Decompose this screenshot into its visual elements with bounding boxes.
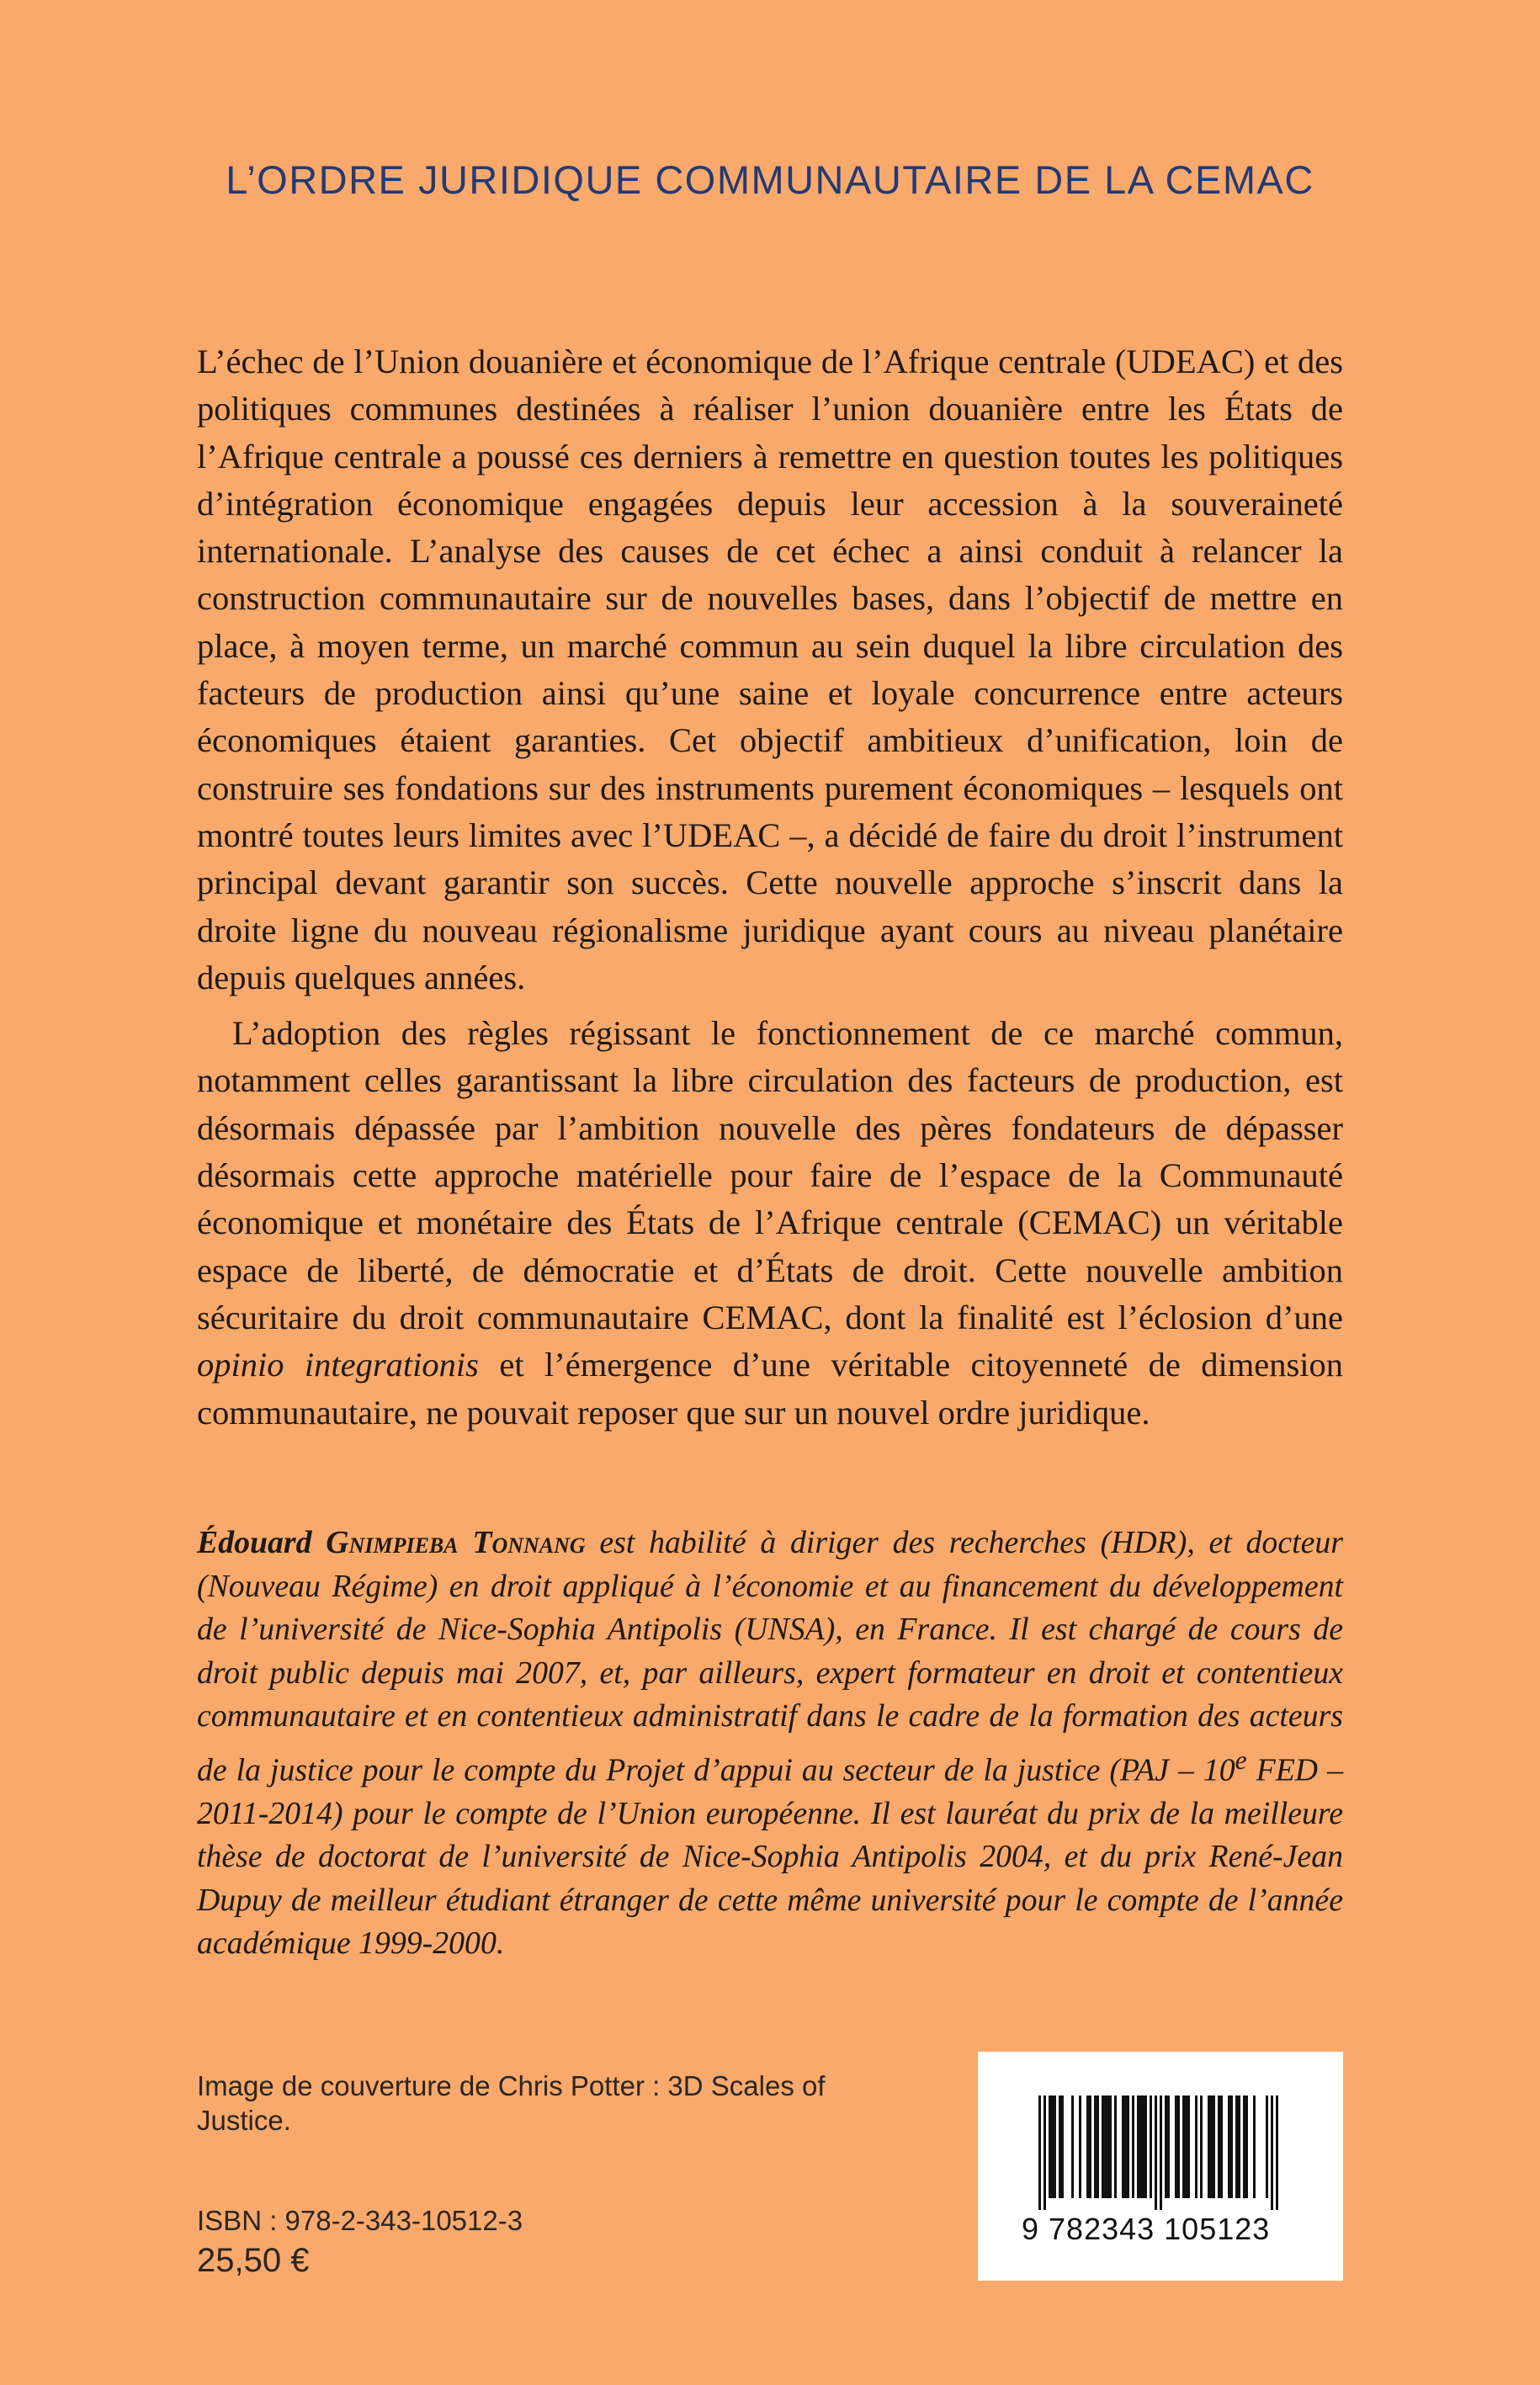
author-name bbox=[197, 1525, 586, 1560]
bio-text-end: FED – 2011-2014) pour le compte de l’Union européenne. Il est lauréat du prix de la meilleure thèse de doctorat de l’université de Nice-Sophia Antipolis 2004, et du prix René-Jean Dupuy de meilleur étudiant étranger de cette même université pour le compte de l’année académique 1999-2000. bbox=[197, 1752, 1343, 1962]
barcode-bar bbox=[1228, 2096, 1230, 2198]
barcode-bar bbox=[1054, 2096, 1056, 2198]
author-bio-paragraph bbox=[197, 1522, 1343, 1966]
author-last-name-2: Tonnang bbox=[472, 1525, 586, 1560]
barcode-bar bbox=[1238, 2096, 1240, 2198]
cover-image-credit: Image de couverture de Chris Potter : 3D Scales of Justice. bbox=[197, 2070, 826, 2136]
barcode-bar bbox=[1235, 2096, 1238, 2198]
summary-paragraph-2-start: L’adoption des règles régissant le fonctionnement de ce marché commun, notamment celles garantissant la libre circulation des facteurs de production, est désormais dépassée par l’ambition nouvelle des pères fondateurs de dépasser désormais cette approche matérielle pour faire de l’espace de la Communauté économique et monétaire des États de l’Afrique centrale (CEMAC) un véritable espace de liberté, de démocratie et d’États de droit. Cette nouvelle ambition sécuritaire du droit communautaire CEMAC, dont la finalité est l’éclosion d’une bbox=[197, 1014, 1343, 1336]
barcode-bar bbox=[1253, 2096, 1256, 2198]
bio-superscript: e bbox=[1235, 1745, 1247, 1775]
barcode-bar bbox=[1132, 2096, 1134, 2198]
barcode-bar bbox=[1160, 2096, 1162, 2210]
barcode-bar bbox=[1167, 2096, 1170, 2198]
barcode-bar bbox=[1089, 2096, 1091, 2198]
barcode-bar bbox=[1175, 2096, 1177, 2198]
barcode-bar bbox=[1102, 2096, 1104, 2198]
summary-paragraph-1: L’échec de l’Union douanière et économique de l’Afrique centrale (UDEAC) et des politiques communes destinées à réaliser l’union douanière entre les États de l’Afrique centrale a poussé ces derniers à remettre en question toutes les politiques d’intégration économique engagées depuis leur accession à la souveraineté internationale. L’analyse des causes de cet échec a ainsi conduit à relancer la construction communautaire sur de nouvelles bases, dans l’objectif de mettre en place, à moyen terme, un marché commun au sein duquel la libre circulation des facteurs de production ainsi qu’une saine et loyale concurrence entre acteurs économiques étaient garanties. Cet objectif ambitieux d’unification, loin de construire ses fondations sur des instruments purement économiques – lesquels ont montré toutes leurs limites avec l’UDEAC –, a décidé de faire du droit l’instrument principal devant garantir son succès. Cette nouvelle approche s’inscrit dans la droite ligne du nouveau régionalisme juridique ayant cours au niveau planétaire depuis quelques années. bbox=[197, 343, 1343, 996]
barcode-bar bbox=[1210, 2096, 1213, 2198]
barcode-bar bbox=[1187, 2096, 1190, 2198]
barcode-bar bbox=[1124, 2096, 1127, 2198]
barcode-bar bbox=[1086, 2096, 1089, 2198]
barcode-bar bbox=[1155, 2096, 1157, 2210]
author-bio bbox=[197, 1522, 1343, 1966]
barcode-bar bbox=[1243, 2096, 1245, 2198]
barcode-bar bbox=[1094, 2096, 1097, 2198]
barcode-bar bbox=[1109, 2096, 1112, 2198]
barcode-bar bbox=[1061, 2096, 1064, 2198]
book-price: 25,50 € bbox=[197, 2242, 310, 2279]
author-first-name: Édouard bbox=[197, 1525, 312, 1560]
barcode-bar bbox=[1114, 2096, 1117, 2198]
barcode-bar bbox=[1220, 2096, 1223, 2198]
barcode-bar bbox=[1182, 2096, 1185, 2198]
barcode-bar bbox=[1150, 2096, 1152, 2198]
barcode-bar bbox=[1245, 2096, 1248, 2198]
barcode-bar bbox=[1213, 2096, 1215, 2198]
barcode-bar bbox=[1276, 2096, 1278, 2210]
barcode-bar bbox=[1200, 2096, 1203, 2198]
barcode-bar bbox=[1208, 2096, 1210, 2198]
bio-text-start: est habilité à diriger des recherches (HDR), et docteur (Nouveau Régime) en droit appliqué à l’économie et au financement du développement de l’université de Nice-Sophia Antipolis (UNSA), en France. Il est chargé de cours de droit public depuis mai 2007, et, par ailleurs, expert formateur en droit et contentieux communautaire et en contentieux administratif dans le cadre de la formation des acteurs de la justice pour le compte du Projet d’appui au secteur de la justice (PAJ – 10 bbox=[197, 1525, 1343, 1788]
barcode-bar bbox=[1139, 2096, 1142, 2198]
book-title: L’ORDRE JURIDIQUE COMMUNAUTAIRE DE LA CEMAC bbox=[226, 157, 1314, 202]
barcode-bar bbox=[1127, 2096, 1129, 2198]
barcode-bar bbox=[1104, 2096, 1107, 2198]
summary-paragraph-2-end: et l’émergence d’une véritable citoyenneté de dimension communautaire, ne pouvait reposer que sur un nouvel ordre juridique. bbox=[197, 1346, 1343, 1432]
barcode-bar bbox=[1049, 2096, 1051, 2198]
summary-text bbox=[197, 338, 1343, 1437]
barcode-bar bbox=[1107, 2096, 1109, 2198]
barcode-bar bbox=[1038, 2096, 1041, 2210]
barcode-bar bbox=[1079, 2096, 1081, 2198]
barcode-bar bbox=[1218, 2096, 1220, 2198]
summary-paragraph-2 bbox=[197, 1010, 1343, 1437]
barcode-bar bbox=[1122, 2096, 1124, 2198]
barcode-bar bbox=[1271, 2096, 1273, 2210]
barcode-box bbox=[978, 2052, 1343, 2281]
author-last-name-1: Gnimpieba bbox=[326, 1525, 459, 1560]
barcode-bar bbox=[1266, 2096, 1268, 2198]
barcode-digits: 9 782343 105123 bbox=[1022, 2212, 1271, 2246]
barcode-bar bbox=[1097, 2096, 1099, 2198]
barcode-bar bbox=[1071, 2096, 1074, 2198]
barcode-bar bbox=[1051, 2096, 1054, 2198]
latin-phrase: opinio integrationis bbox=[197, 1346, 479, 1384]
barcode-bar bbox=[1137, 2096, 1139, 2198]
barcode-bar bbox=[1195, 2096, 1197, 2198]
isbn-number: ISBN : 978-2-343-10512-3 bbox=[197, 2205, 523, 2236]
barcode-bar bbox=[1177, 2096, 1180, 2198]
barcode-bar bbox=[1230, 2096, 1233, 2198]
barcode-bar bbox=[1142, 2096, 1144, 2198]
barcode-bar bbox=[1144, 2096, 1147, 2198]
barcode-bar bbox=[1165, 2096, 1167, 2198]
barcode-bar bbox=[1043, 2096, 1046, 2210]
barcode-bar bbox=[1059, 2096, 1061, 2198]
barcode-bar bbox=[1185, 2096, 1187, 2198]
barcode-icon bbox=[1035, 2096, 1288, 2210]
